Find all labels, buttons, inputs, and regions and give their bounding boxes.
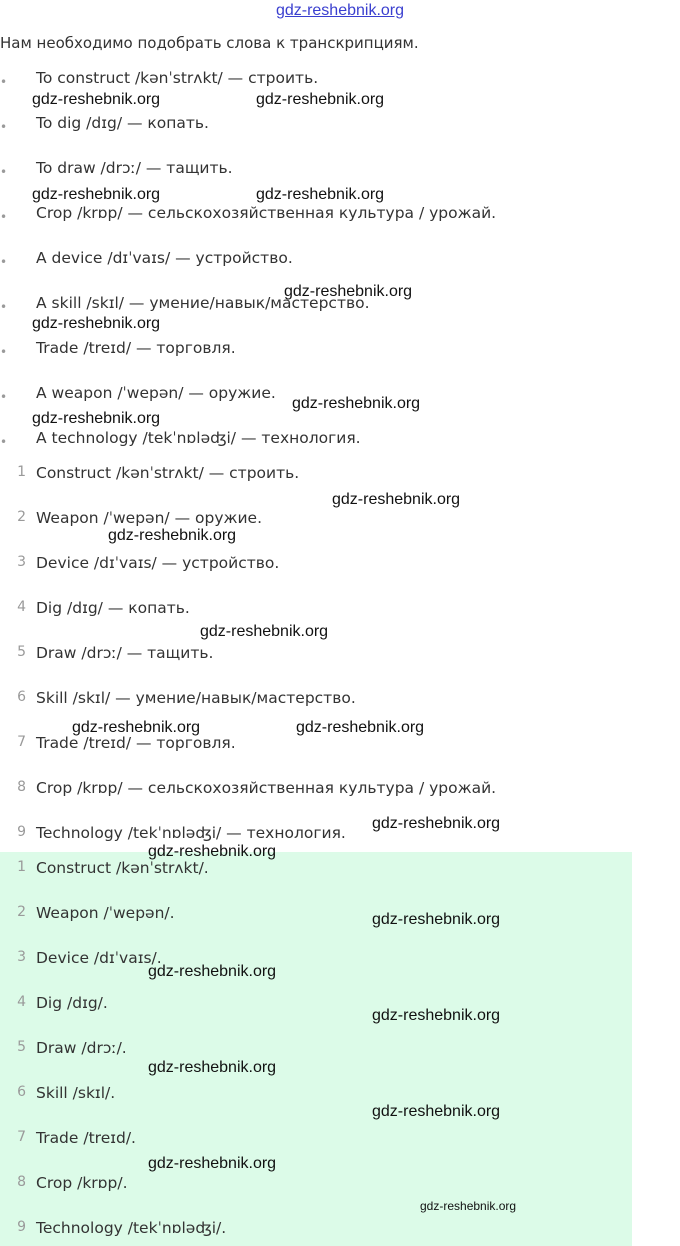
item-number: 6 bbox=[17, 1084, 26, 1100]
item-number: 5 bbox=[17, 644, 26, 660]
bullet-marker: • bbox=[0, 165, 8, 179]
list-item bbox=[0, 159, 233, 183]
list-item-text: Construct /kənˈstrʌkt/ — строить. bbox=[36, 464, 300, 482]
bullet-marker: • bbox=[0, 255, 8, 269]
watermark: gdz-reshebnik.org bbox=[32, 186, 161, 203]
item-number: 3 bbox=[17, 949, 26, 965]
list-item bbox=[0, 384, 276, 408]
item-number: 8 bbox=[17, 779, 26, 795]
watermark: gdz-reshebnik.org bbox=[256, 91, 385, 108]
watermark: gdz-reshebnik.org bbox=[372, 1007, 501, 1024]
list-item-text: A technology /tekˈnɒləʤi/ — технология. bbox=[36, 429, 361, 447]
item-number: 9 bbox=[17, 1219, 26, 1235]
item-number: 8 bbox=[17, 1174, 26, 1190]
item-number: 2 bbox=[17, 509, 26, 525]
list-item-text: Trade /treɪd/ — торговля. bbox=[36, 734, 236, 752]
item-number: 3 bbox=[17, 554, 26, 570]
bullet-marker: • bbox=[0, 75, 8, 89]
list-item-text: Draw /drɔː/ — тащить. bbox=[36, 644, 214, 662]
list-item bbox=[0, 249, 293, 273]
item-number: 4 bbox=[17, 994, 26, 1010]
watermark: gdz-reshebnik.org bbox=[372, 1103, 501, 1120]
watermark: gdz-reshebnik.org bbox=[372, 911, 501, 928]
item-number: 6 bbox=[17, 689, 26, 705]
watermark: gdz-reshebnik.org bbox=[32, 410, 161, 427]
watermark: gdz-reshebnik.org bbox=[108, 527, 237, 544]
item-number: 7 bbox=[17, 1129, 26, 1145]
list-item-text: Crop /krɒp/ — сельскохозяйственная культура / урожай. bbox=[36, 204, 497, 222]
item-number: 5 bbox=[17, 1039, 26, 1055]
answer-item-text: Construct /kənˈstrʌkt/. bbox=[36, 859, 209, 877]
list-item-text: A skill /skɪl/ — умение/навык/мастерство. bbox=[36, 294, 370, 312]
item-number: 9 bbox=[17, 824, 26, 840]
watermark: gdz-reshebnik.org bbox=[296, 719, 425, 736]
bullet-marker: • bbox=[0, 435, 8, 449]
item-number: 4 bbox=[17, 599, 26, 615]
list-item-text: To dig /dɪg/ — копать. bbox=[36, 114, 209, 132]
answer-item-text: Skill /skɪl/. bbox=[36, 1084, 116, 1102]
list-item bbox=[0, 204, 497, 228]
bullet-marker: • bbox=[0, 300, 8, 314]
list-item-text: Device /dɪˈvaɪs/ — устройство. bbox=[36, 554, 280, 572]
watermark: gdz-reshebnik.org bbox=[148, 1059, 277, 1076]
list-item-text: To draw /drɔː/ — тащить. bbox=[36, 159, 233, 177]
watermark: gdz-reshebnik.org bbox=[332, 491, 461, 508]
answer-item-text: Crop /krɒp/. bbox=[36, 1174, 128, 1192]
list-item bbox=[0, 294, 370, 318]
watermark: gdz-reshebnik.org bbox=[32, 315, 161, 332]
answer-item-text: Dig /dɪg/. bbox=[36, 994, 108, 1012]
watermark: gdz-reshebnik.org bbox=[148, 963, 277, 980]
bullet-marker: • bbox=[0, 345, 8, 359]
list-item-text: Technology /tekˈnɒləʤi/ — технология. bbox=[36, 824, 346, 842]
watermark: gdz-reshebnik.org bbox=[372, 815, 501, 832]
watermark: gdz-reshebnik.org bbox=[256, 186, 385, 203]
list-item-text: Dig /dɪg/ — копать. bbox=[36, 599, 190, 617]
list-item-text: Trade /treɪd/ — торговля. bbox=[36, 339, 236, 357]
item-number: 1 bbox=[17, 464, 26, 480]
answer-item-text: Weapon /ˈwepən/. bbox=[36, 904, 175, 922]
list-item bbox=[0, 339, 236, 363]
list-item bbox=[0, 69, 319, 93]
list-item bbox=[0, 429, 361, 453]
watermark: gdz-reshebnik.org bbox=[32, 91, 161, 108]
list-item-text: Weapon /ˈwepən/ — оружие. bbox=[36, 509, 262, 527]
watermark: gdz-reshebnik.org bbox=[292, 395, 421, 412]
watermark: gdz-reshebnik.org bbox=[148, 843, 277, 860]
list-item-text: Crop /krɒp/ — сельскохозяйственная культура / урожай. bbox=[36, 779, 497, 797]
watermark: gdz-reshebnik.org bbox=[420, 1199, 517, 1213]
list-item-text: A device /dɪˈvaɪs/ — устройство. bbox=[36, 249, 293, 267]
answer-item-text: Technology /tekˈnɒləʤi/. bbox=[36, 1219, 227, 1237]
item-number: 2 bbox=[17, 904, 26, 920]
list-item-text: A weapon /ˈwepən/ — оружие. bbox=[36, 384, 276, 402]
watermark: gdz-reshebnik.org bbox=[148, 1155, 277, 1172]
item-number: 1 bbox=[17, 859, 26, 875]
watermark: gdz-reshebnik.org bbox=[200, 623, 329, 640]
bullet-marker: • bbox=[0, 390, 8, 404]
item-number: 7 bbox=[17, 734, 26, 750]
bullet-marker: • bbox=[0, 210, 8, 224]
answer-item-text: Device /dɪˈvaɪs/. bbox=[36, 949, 162, 967]
list-item-text: Skill /skɪl/ — умение/навык/мастерство. bbox=[36, 689, 356, 707]
watermark: gdz-reshebnik.org bbox=[284, 283, 413, 300]
list-item bbox=[0, 114, 209, 138]
site-header-link[interactable]: gdz-reshebnik.org bbox=[275, 2, 405, 19]
intro-text: Нам необходимо подобрать слова к транскрипциям. bbox=[0, 34, 419, 52]
watermark: gdz-reshebnik.org bbox=[72, 719, 201, 736]
list-item-text: To construct /kənˈstrʌkt/ — строить. bbox=[36, 69, 319, 87]
answer-item-text: Trade /treɪd/. bbox=[36, 1129, 136, 1147]
bullet-marker: • bbox=[0, 120, 8, 134]
answer-item-text: Draw /drɔː/. bbox=[36, 1039, 127, 1057]
